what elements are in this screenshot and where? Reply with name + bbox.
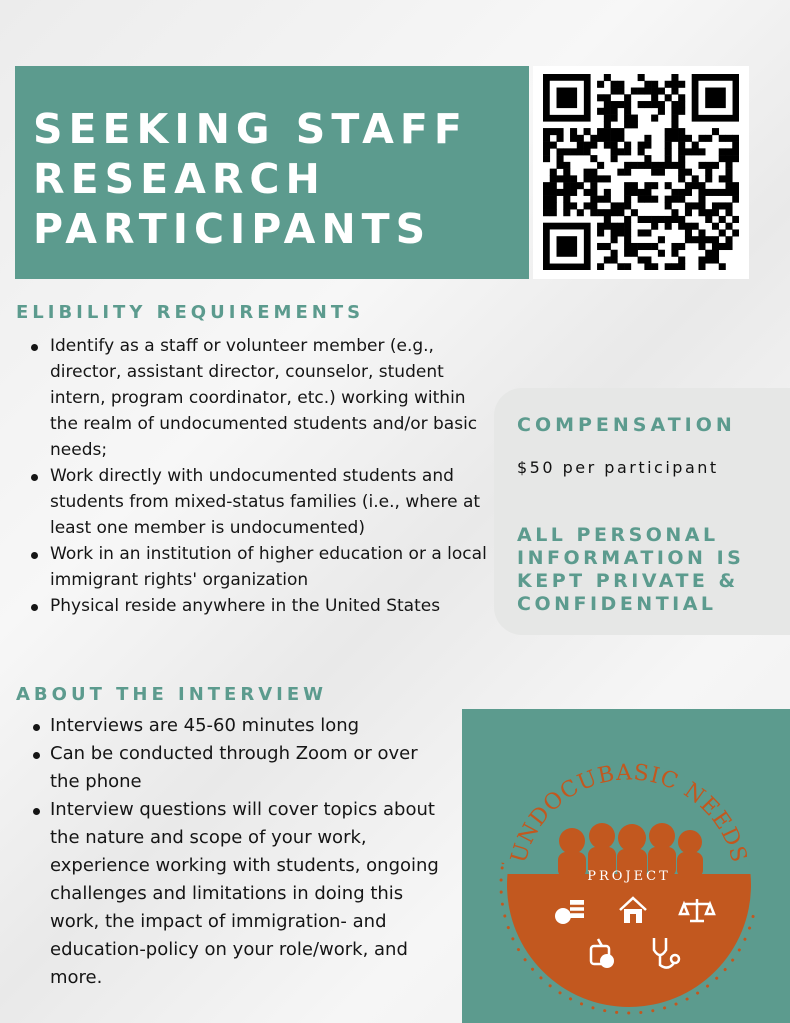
- undocubasic-needs-logo: [462, 709, 790, 1023]
- qr-code-icon: [543, 74, 739, 270]
- list-item: Work in an institution of higher education or a local immigrant rights' organization: [28, 541, 492, 593]
- logo-sub-text: PROJECT: [587, 869, 671, 884]
- interview-heading: ABOUT THE INTERVIEW: [16, 684, 327, 705]
- logo-arc-text: UNDOCUBASIC NEEDS: [506, 760, 752, 866]
- logo-panel: [462, 709, 790, 1023]
- title-line-1: SEEKING STAFF: [33, 105, 468, 153]
- list-item: Interviews are 45-60 minutes long: [30, 712, 440, 740]
- qr-code[interactable]: [533, 66, 749, 279]
- list-item: Work directly with undocumented students and students from mixed-status families (i.e., where at least one member is undocumented): [28, 463, 492, 541]
- list-item: Physical reside anywhere in the United States: [28, 593, 492, 619]
- list-item: Can be conducted through Zoom or over the phone: [30, 740, 440, 796]
- list-item: Interview questions will cover topics about the nature and scope of your work, experience working with students, ongoing challenges and limitations in doing this work, the impact of immigration- and education-policy on your role/work, and more.: [30, 796, 440, 992]
- title-line-3: PARTICIPANTS: [33, 205, 432, 253]
- title-banner: [15, 66, 529, 279]
- privacy-note: ALL PERSONAL INFORMATION IS KEPT PRIVATE & CONFIDENTIAL: [517, 524, 745, 615]
- title-line-2: RESEARCH: [33, 155, 326, 203]
- compensation-amount: $50 per participant: [517, 458, 719, 477]
- list-item: Identify as a staff or volunteer member (e.g., director, assistant director, counselor, student intern, program coordinator, etc.) working within the realm of undocumented students and/or basic needs;: [28, 333, 492, 463]
- compensation-card: [494, 388, 790, 635]
- compensation-heading: COMPENSATION: [517, 414, 736, 436]
- interview-list: [30, 712, 440, 992]
- eligibility-list: [28, 333, 492, 619]
- eligibility-heading: ELIBILITY REQUIREMENTS: [16, 302, 365, 323]
